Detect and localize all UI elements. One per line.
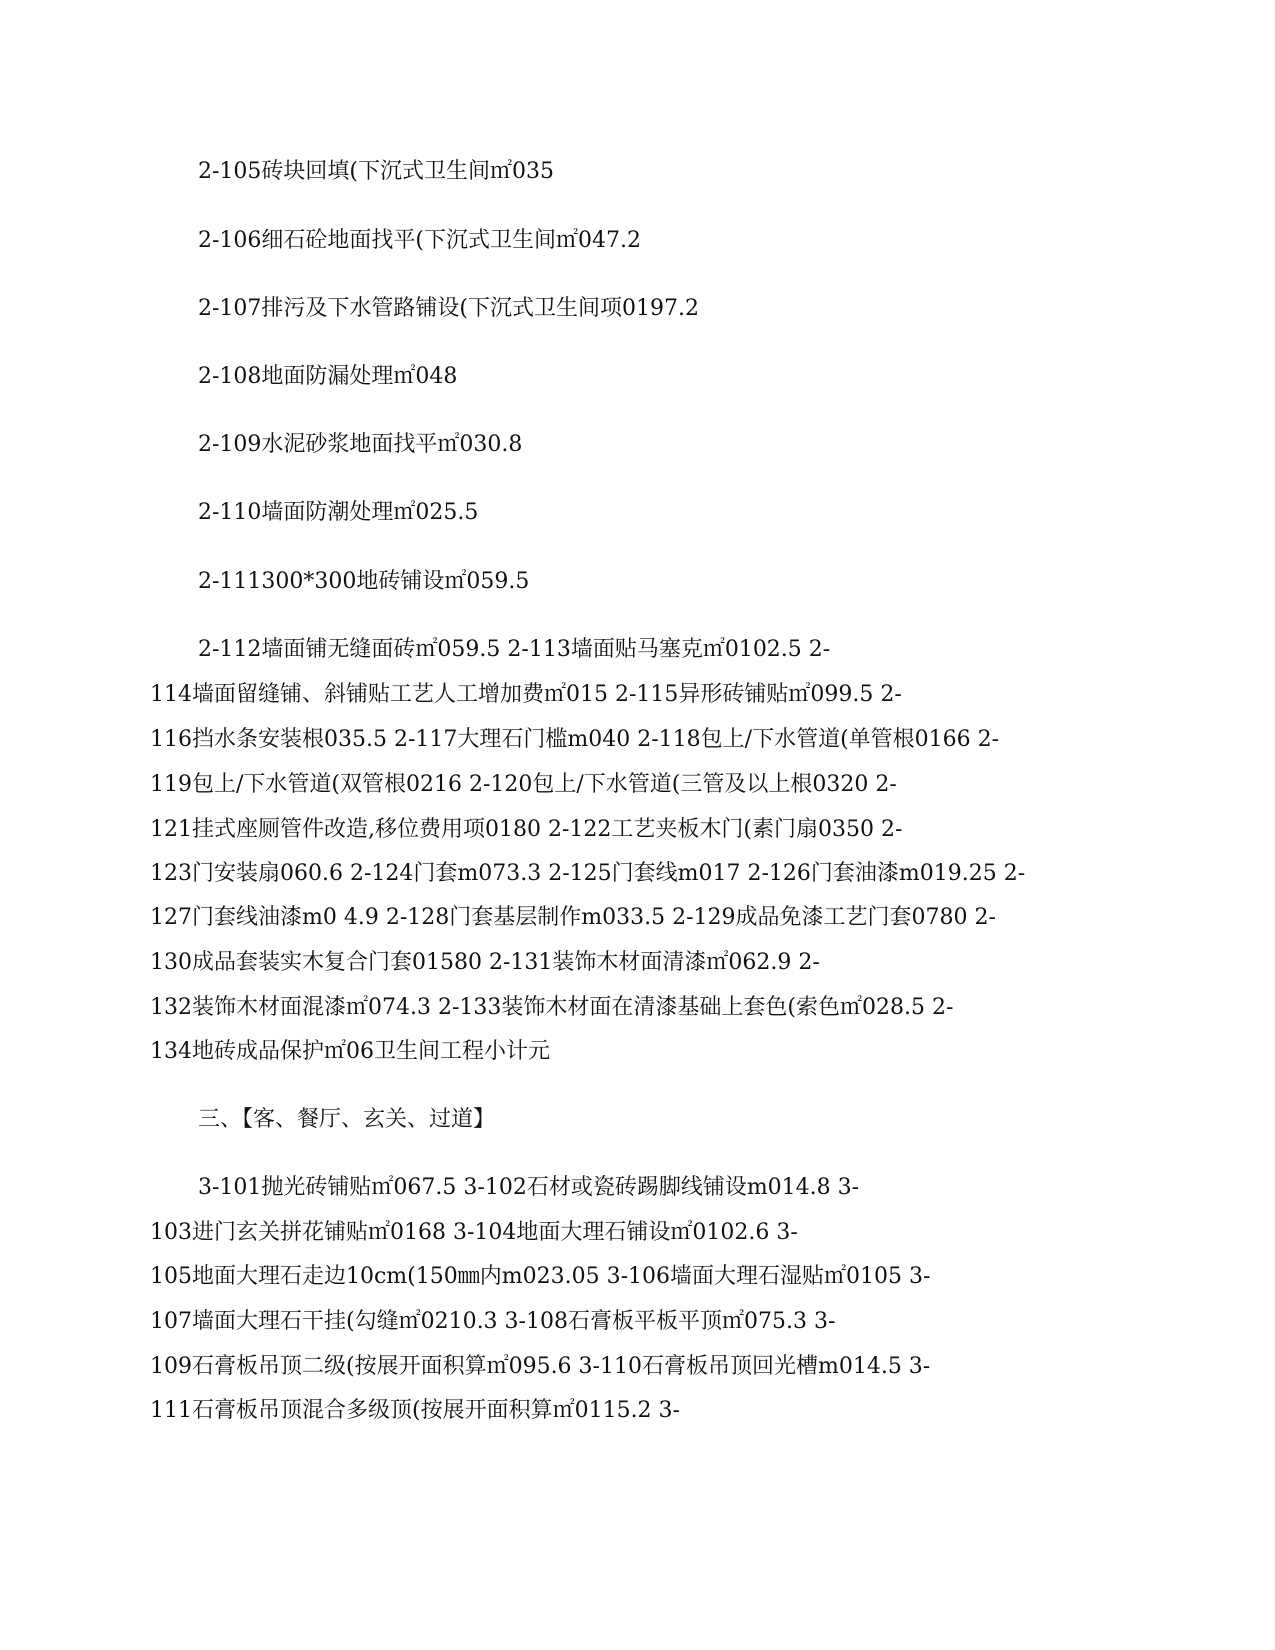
paragraph-line: 134地砖成品保护㎡06卫生间工程小计元 (150, 1039, 550, 1064)
paragraph-line: 3-101抛光砖铺贴㎡067.5 3-102石材或瓷砖踢脚线铺设m014.8 3- (198, 1175, 860, 1200)
paragraph-line: 123门安装扇060.6 2-124门套m073.3 2-125门套线m017 2-126门套油漆m019.25 2- (150, 861, 1026, 886)
paragraph-line: 105地面大理石走边10cm(150㎜内m023.05 3-106墙面大理石湿贴㎡0105 3- (150, 1264, 931, 1289)
bathroom-item: 2-105砖块回填(下沉式卫生间㎡035 (198, 159, 554, 184)
bathroom-item: 2-109水泥砂浆地面找平㎡030.8 (198, 432, 523, 457)
bathroom-item: 2-106细石砼地面找平(下沉式卫生间㎡047.2 (198, 228, 641, 253)
paragraph-line: 2-112墙面铺无缝面砖㎡059.5 2-113墙面贴马塞克㎡0102.5 2- (198, 637, 831, 662)
paragraph-line: 116挡水条安装根035.5 2-117大理石门槛m040 2-118包上/下水管道(单管根0166 2- (150, 727, 1000, 752)
bathroom-item: 2-107排污及下水管路铺设(下沉式卫生间项0197.2 (198, 296, 699, 321)
paragraph-line: 107墙面大理石干挂(勾缝㎡0210.3 3-108石膏板平板平顶㎡075.3 3- (150, 1309, 836, 1334)
bathroom-item: 2-111300*300地砖铺设㎡059.5 (198, 569, 530, 594)
paragraph-line: 109石膏板吊顶二级(按展开面积算㎡095.6 3-110石膏板吊顶回光槽m014.5 3- (150, 1354, 931, 1379)
bathroom-item: 2-108地面防漏处理㎡048 (198, 364, 458, 389)
section-heading: 三、【客、餐厅、玄关、过道】 (198, 1107, 496, 1132)
paragraph-line: 130成品套装实木复合门套01580 2-131装饰木材面清漆㎡062.9 2- (150, 950, 820, 975)
paragraph-line: 114墙面留缝铺、斜铺贴工艺人工增加费㎡015 2-115异形砖铺贴㎡099.5 2- (150, 682, 902, 707)
paragraph-line: 132装饰木材面混漆㎡074.3 2-133装饰木材面在清漆基础上套色(索色㎡028.5 2- (150, 995, 954, 1020)
paragraph-line: 103进门玄关拼花铺贴㎡0168 3-104地面大理石铺设㎡0102.6 3- (150, 1220, 798, 1245)
bathroom-item: 2-110墙面防潮处理㎡025.5 (198, 500, 479, 525)
paragraph-line: 121挂式座厕管件改造,移位费用项0180 2-122工艺夹板木门(素门扇0350 2- (150, 817, 903, 842)
paragraph-line: 127门套线油漆m0 4.9 2-128门套基层制作m033.5 2-129成品免漆工艺门套0780 2- (150, 905, 996, 930)
paragraph-line: 119包上/下水管道(双管根0216 2-120包上/下水管道(三管及以上根0320 2- (150, 772, 897, 797)
paragraph-line: 111石膏板吊顶混合多级顶(按展开面积算㎡0115.2 3- (150, 1398, 680, 1423)
